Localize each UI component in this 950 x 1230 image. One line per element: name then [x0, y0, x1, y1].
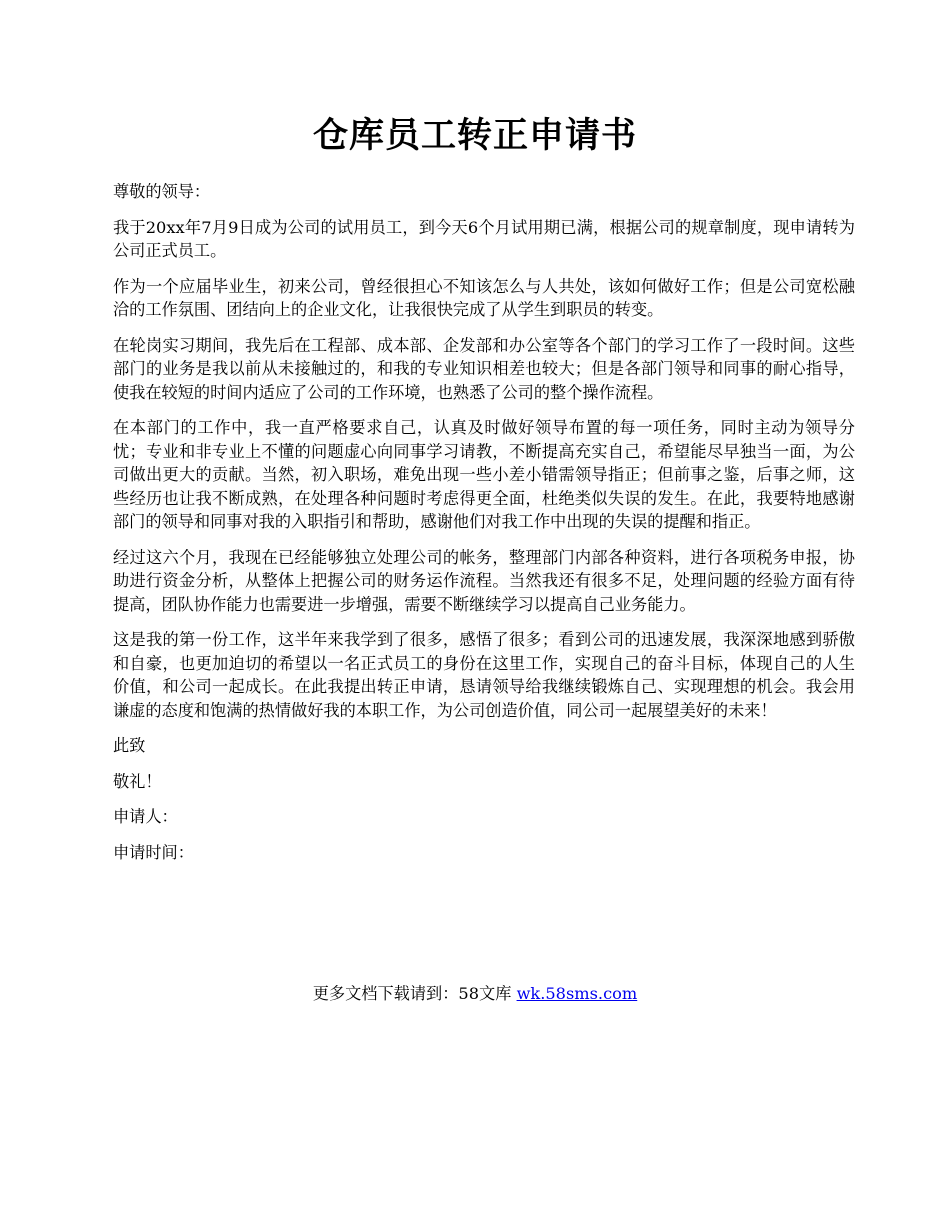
paragraph-5: 经过这六个月，我现在已经能够独立处理公司的帐务，整理部门内部各种资料，进行各项税务申报，协助进行资金分析，从整体上把握公司的财务运作流程。当然我还有很多不足，处理问题的经验方面有待提高，团队协作能力也需要进一步增强，需要不断继续学习以提高自己业务能力。 — [113, 547, 855, 614]
paragraph-2: 作为一个应届毕业生，初来公司，曾经很担心不知该怎么与人共处，该如何做好工作；但是公司宽松融洽的工作氛围、团结向上的企业文化，让我很快完成了从学生到职员的转变。 — [113, 276, 855, 319]
paragraph-4: 在本部门的工作中，我一直严格要求自己，认真及时做好领导布置的每一项任务，同时主动为领导分忧；专业和非专业上不懂的问题虚心向同事学习请教，不断提高充实自己，希望能尽早独当一面，为公司做出更大的贡献。当然，初入职场，难免出现一些小差小错需领导指正；但前事之鉴，后事之师，这些经历也让我不断成熟，在处理各种问题时考虑得更全面，杜绝类似失误的发生。在此，我要特地感谢部门的领导和同事对我的入职指引和帮助，感谢他们对我工作中出现的失误的提醒和指正。 — [113, 418, 855, 531]
footer-text: 更多文档下载请到：58文库 — [312, 984, 512, 1003]
salutation: 尊敬的领导： — [113, 182, 211, 201]
regards: 敬礼！ — [113, 771, 162, 791]
footer — [0, 982, 950, 1006]
date-label: 申请时间： — [113, 842, 194, 862]
paragraph-6: 这是我的第一份工作，这半年来我学到了很多，感悟了很多；看到公司的迅速发展，我深深地感到骄傲和自豪，也更加迫切的希望以一名正式员工的身份在这里工作，实现自己的奋斗目标，体现自己的人生价值，和公司一起成长。在此我提出转正申请，恳请领导给我继续锻炼自己、实现理想的机会。我会用谦虚的态度和饱满的热情做好我的本职工作，为公司创造价值，同公司一起展望美好的未来！ — [113, 630, 855, 720]
paragraph-3: 在轮岗实习期间，我先后在工程部、成本部、企发部和办公室等各个部门的学习工作了一段时间。这些部门的业务是我以前从未接触过的，和我的专业知识相差也较大；但是各部门领导和同事的耐心指导，使我在较短的时间内适应了公司的工作环境，也熟悉了公司的整个操作流程。 — [113, 335, 855, 402]
paragraph-1: 我于20xx年7月9日成为公司的试用员工，到今天6个月试用期已满，根据公司的规章制度，现申请转为公司正式员工。 — [113, 217, 855, 260]
applicant-label: 申请人： — [113, 807, 178, 826]
footer-link[interactable]: wk.58sms.com — [516, 984, 638, 1003]
document-title: 仓库员工转正申请书 — [312, 115, 637, 156]
document-body — [113, 180, 855, 876]
closing: 此致 — [113, 736, 146, 755]
